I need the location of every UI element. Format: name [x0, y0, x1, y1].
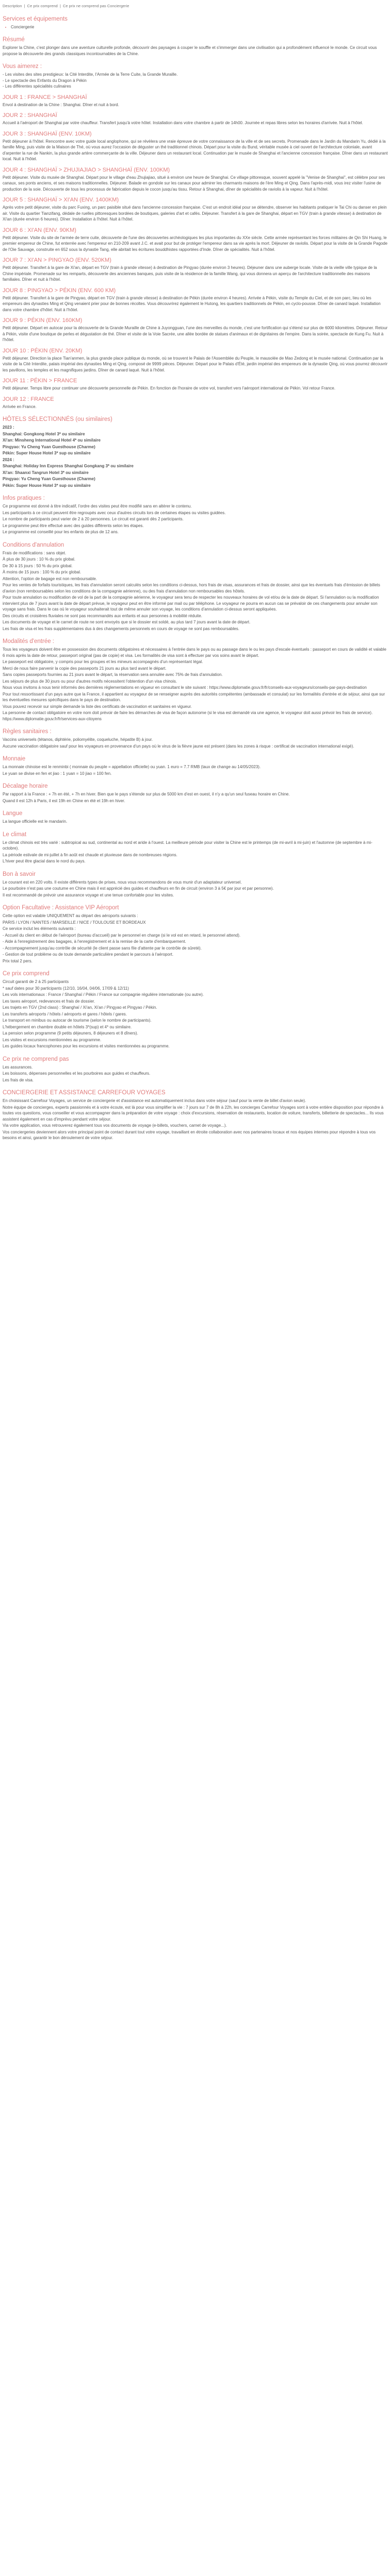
hotel-line [3, 444, 388, 450]
paragraph: À plus de 30 jours : 10 % du prix global. [3, 557, 75, 562]
paragraph: Le passeport est obligatoire, y compris pour les groupes et les mineurs accompagnés d'un représentant légal. [3, 659, 203, 664]
hotel-city: Pékin: [3, 451, 17, 455]
paragraph: Les guides locaux francophones pour les excursions et visites mentionnées au programme. [3, 1044, 170, 1048]
section-heading: Ce prix comprend [3, 971, 50, 977]
crumb-sep: | [24, 4, 25, 8]
itinerary-day [3, 94, 388, 108]
paragraph: L'hébergement en chambre double en hôtels 3*(sup) et 4* ou similaire. [3, 1024, 132, 1029]
paragraph: - Accompagnement jusqu'au contrôle de sécurité (le client passe sans file d'attente par le contrôle de sûreté). [3, 945, 202, 951]
hotel-line: Shanghai: Holiday Inn Express Shanghai Gongkang 3* ou similaire [3, 464, 134, 468]
day-title: JOUR 7 : XI'AN > PINGYAO (ENV. 520KM) [3, 257, 111, 263]
list-item-text: Conciergerie [11, 24, 35, 29]
day-title: JOUR 12 : FRANCE [3, 396, 54, 402]
hotel-city: Pingyao: [3, 444, 21, 449]
paragraph: PARIS / LYON / NANTES / MARSEILLE / NICE / TOULOUSE ET BORDEAUX [3, 920, 146, 925]
day-description: Petit déjeuner. Visite du musée de Shanghai. Départ pour le village d'eau Zhujiajiao, situé à environ une heure de Shanghai. Ce village pittoresque, souvent appelé la "Venise de Shanghai", est célèbre pour ses canaux, ses ponts anciens, et ses maisons traditionnelles. Déjeuner. Balade en gondole sur les canaux pour admirer les charmants maisons de l'ère Ming et Qing. Dans l'après-midi, vous irez visiter l'usine de production de la soie. Découverte de tous les processus de fabrication depuis le cocon jusqu'au tissu. Retour à Shanghai, dîner de spécialités de raviolis à la vapeur. Nuit à l'hôtel. [3, 175, 385, 192]
section-heading: Conditions d'annulation [3, 541, 64, 548]
hotel-name: Super House Hotel 3* sup ou similaire [16, 483, 91, 488]
itinerary-day [3, 197, 388, 223]
paragraph: Sans copies passeports fournies au 21 jours avant le départ, la réservation sera annulée avec 75% de frais d'annulation. [3, 672, 223, 677]
list-item: - Les différentes spécialités culinaires [3, 84, 71, 89]
paragraph: - Aide à l'enregistrement des bagages, à l'enregistrement et à la remise de la carte d'embarquement. [3, 939, 186, 944]
paragraph: La monnaie chinoise est le renminbi ( monnaie du peuple = appellation officielle) ou yuan. 1 euro = 7.7 RMB (taux de change au 14/05/2023). [3, 765, 261, 769]
hotel-name: Yu Cheng Yuan Guesthouse (Charme) [21, 444, 95, 449]
hotel-line [3, 476, 388, 482]
paragraph: Vos conciergeries deviennent alors votre principal point de contact durant tout votre voyage, travaillant en étroite collaboration avec nos partenaires locaux et nos équipes internes pour répondre à tous vos besoins et ainsi, garantir le bon déroulement de votre séjour. [3, 1129, 376, 1140]
hotel-city: Xi'an: [3, 438, 15, 443]
crumb-conciergerie[interactable]: Ce prix ne comprend pas Conciergerie [63, 4, 129, 8]
paragraph: Merci de nous faire parvenir la copie des passeports 21 jours au plus tard avant le départ. [3, 666, 167, 671]
paragraph: La personne de contact obligatoire en votre nom doit prévoir de faire les démarches de visa de façon autonome (si le visa est demandé via une agence, le voyageur doit aussi prévoir les frais de service). https://www.diplomatie.gouv.fr/fr/services-aux-citoyens [3, 710, 373, 721]
paragraph: Les participants à ce circuit peuvent être regroupés avec ceux d'autres circuits lors de certaines étapes ou visites guidées. [3, 510, 226, 515]
hotel-year: 2023 : [3, 425, 14, 430]
day-description: Après votre petit déjeuner, visite du parc Fuxing, un parc paisible situé dans l'ancienne concession française. C'est un endroit idéal pour se détendre, observer les habitants pratiquer le Tai Chi ou danser en plein air. Visite du quartier Tianzifang, dédale de ruelles pittoresques bordées de boutiques, galeries d'art et cafés. Déjeuner. Transfert à la gare de Shanghai, départ en TGV (train à grande vitesse) à destination de Xi'an (durée environ 6 heures). Dîner. Installation à l'hôtel. Nuit à l'hôtel. [3, 205, 387, 222]
section-heading: HÔTELS SÉLECTIONNÉS (ou similaires) [3, 416, 112, 422]
section-heading: Bon à savoir [3, 871, 36, 877]
paragraph: Par rapport à la France : + 7h en été, + 7h en hiver. Bien que le pays s'étende sur plus de 5000 km d'est en ouest, il n'y a qu'un seul fuseau horaire en Chine. [3, 792, 290, 796]
paragraph: Les assurances. [3, 1064, 33, 1070]
itinerary-day [3, 227, 388, 253]
itinerary-day [3, 167, 388, 193]
day-description: Envol à destination de la Chine : Shanghai. Dîner et nuit à bord. [3, 102, 119, 107]
section-heading: Langue [3, 810, 23, 817]
highlights-list [3, 72, 388, 90]
paragraph: Le nombre de participants peut varier de 2 à 20 personnes. Le circuit est garanti dès 2 participants. [3, 517, 184, 521]
paragraph: - Gestion de tout problème ou de toute demande particulière pendant le parcours à l'aéroport. [3, 952, 174, 957]
paragraph: Le transport en minibus ou autocar de tourisme (selon le nombre de participants). [3, 1018, 152, 1023]
paragraph: La langue officielle est le mandarin. [3, 819, 68, 824]
section-heading: CONCIERGERIE ET ASSISTANCE CARREFOUR VOYAGES [3, 1090, 166, 1096]
paragraph: Les vols internationaux : France / Shanghaï / Pékin / France sur compagnie régulière internationale (ou autre). [3, 992, 204, 997]
day-title: JOUR 4 : SHANGHAÏ > ZHUJIAJIAO > SHANGHAÏ (ENV. 100KM) [3, 166, 170, 173]
section-heading: Ce prix ne comprend pas [3, 1056, 69, 1062]
paragraph: En choisissant Carrefour Voyages, un service de conciergerie et d'assistance est automatiquement inclus dans votre séjour (sauf pour la vente de billet d'avion seule). [3, 1098, 306, 1103]
paragraph: Les trajets en TGV (2nd class) : Shanghaï / Xi'an, Xi'an / Pingyao et Pingyao / Pékin. [3, 1005, 157, 1010]
paragraph: La pension selon programme (9 petits déjeuners, 8 déjeuners et 8 dîners). [3, 1031, 138, 1036]
itinerary-day [3, 396, 388, 410]
itinerary-day [3, 131, 388, 162]
crumb-sep: | [59, 4, 61, 8]
paragraph: La période estivale de mi-juillet à fin août est chaude et pluvieuse dans de nombreuses régions. [3, 852, 177, 857]
hotel-line: 2024 : [3, 457, 14, 462]
paragraph: Nous vous invitons à nous tenir informés des dernières réglementations en vigueur en consultant le site suivant : https://www.diplomatie.gouv.fr/fr/conseils-aux-voyageurs/conseils-par-pays-destination [3, 685, 367, 690]
hotel-name: Super House Hotel 3* sup ou similaire [16, 451, 91, 455]
day-title: JOUR 2 : SHANGHAÏ [3, 112, 57, 118]
paragraph: - Accueil du client en début de l'aéroport (bureau d'accueil) par le personnel en charge (si le vol est en retard, le personnel attend). [3, 933, 241, 938]
day-description: Petit déjeuner. Transfert à la gare de Xi'an, départ en TGV (train à grande vitesse) à destination de Pingyao (durée environ 3 heures). Déjeuner dans une auberge locale. Visite de la vieille ville typique de la Chine impériale. Promenade sur les remparts, découverte des anciennes banques, puis visite de la résidence de la famille Wang, qui vous donnera un aperçu de l'architecture traditionnelle des maisons familiales. Dîner et nuit à l'hôtel. [3, 265, 377, 282]
paragraph: Ce service inclut les éléments suivants : [3, 926, 76, 931]
paragraph: À moins de 15 jours : 100 % du prix global. [3, 570, 82, 574]
paragraph: Les boissons, dépenses personnelles et les pourboires aux guides et chauffeurs. [3, 1071, 151, 1076]
bullet-list [3, 24, 388, 30]
section-heading: Monnaie [3, 756, 26, 762]
hotel-line [3, 437, 388, 444]
breadcrumb [3, 3, 388, 9]
paragraph: Les frais de visa et les frais supplémentaires dus à des changements personnels en cours de voyage ne sont pas remboursables. [3, 626, 239, 631]
tour-description-content [3, 15, 388, 1141]
day-title: JOUR 10 : PÉKIN (ENV. 20KM) [3, 347, 83, 354]
paragraph: Le pourboire n'est pas une coutume en Chine mais il est apprécié des guides et chauffeurs en fin de circuit (environ 3 à 5€ par jour et par personne). [3, 886, 274, 891]
paragraph: Le programme est conseillé pour les enfants de plus de 12 ans. [3, 530, 119, 534]
hotel-city: Pékin: [3, 483, 17, 488]
itinerary-day [3, 257, 388, 283]
paragraph: Vaccins universels (tétanos, diphtérie, poliomyélite, coqueluche, hépatite B) à jour. [3, 737, 153, 742]
paragraph: Attention, l'option de bagage est non remboursable. [3, 576, 97, 581]
hotel-line [3, 483, 388, 489]
paragraph: Pour tout ressortissant d'un pays autre que la France, il appartient au voyageur de se renseigner auprès des autorités compétentes (ambassade et consulat) sur les formalités d'entrée et de séjour, ainsi que sur les éventuelles mesures spécifiques dans le pays de destination. [3, 691, 385, 702]
paragraph: Les documents de voyage et le carnet de route ne sont envoyés que si le dossier est soldé, au plus tard 7 jours avant la date de départ. [3, 620, 251, 624]
paragraph: Les transferts aéroports / hôtels / aéroports et gares / hôtels / gares. [3, 1011, 127, 1016]
paragraph: Aucune vaccination obligatoire sauf pour les voyageurs en provenance d'un pays où le virus de la fièvre jaune est présent (dans les zones à risque : certificat de vaccination international exigé). [3, 743, 354, 749]
section-heading: Règles sanitaires : [3, 728, 52, 735]
paragraph: Cette option est valable UNIQUEMENT au départ des aéroports suivants : [3, 913, 138, 918]
paragraph: Vous pouvez recevoir sur simple demande la liste des certificats de vaccination et sanitaires en vigueur. [3, 704, 192, 709]
day-title: JOUR 3 : SHANGHAÏ (ENV. 10KM) [3, 130, 92, 137]
paragraph: Les taxes aéroport, redevances et frais de dossier. [3, 998, 95, 1004]
day-description: Petit déjeuner. Départ en autocar pour la découverte de la Grande Muraille de Chine à Juyongguan, l'une des merveilles du monde, c'est une fortification qui s'étend sur plus de 6000 kilomètres. Déjeuner. Retour à Pékin, visite d'une boutique de perles et dégustation de thé. Dîner et visite de la Voie Sacrée, une allée bordée de statues d'animaux et de dignitaires de l'empire. Dans la soirée, spectacle de Kung Fu. Nuit à l'hôtel. [3, 326, 388, 342]
paragraph: Frais de modifications : sans objet. [3, 550, 67, 555]
day-title: JOUR 11 : PÉKIN > FRANCE [3, 378, 77, 384]
itinerary-day [3, 112, 388, 126]
day-description: Petit déjeuner. Visite du site de l'armée de terre cuite, découverte de l'une des découvertes archéologiques les plus importantes du XXe siècle. Cette armée représentant les forces militaires de Qin Shi Huang, le premier empereur de Chine, fut enterrée avec l'empereur en 210-209 avant J.C. et avait pour but de protéger l'empereur dans sa vie après la mort. Déjeuner de raviolis. Départ pour la visite de la Grande Pagode de l'Oie Sauvage, construite en 652 sous la dynastie Tang, elle abritait les écritures bouddhistes rapportées d'Inde. Dîner de spécialités. Nuit à l'hôtel. [3, 235, 388, 252]
day-title: JOUR 5 : SHANGHAÏ > XI'AN (ENV. 1400KM) [3, 197, 119, 203]
day-description: Petit déjeuner. Temps libre pour continuer une découverte personnelle de Pékin. En fonction de l'horaire de votre vol, transfert vers l'aéroport international de Pékin. Vol retour France. [3, 386, 336, 391]
hotels-list [3, 425, 388, 488]
paragraph: Tous les voyageurs doivent être en possession des documents obligatoires et nécessaires à l'entrée dans le pays ou au passage dans le ou les pays d'escale éventuels : passeport en cours de validité et valable 6 mois après la date de retour, passeport original (pas de copie) et visa. Les formalités de visa sont à effectuer par vos soins avant le départ. [3, 647, 386, 658]
paragraph: Les frais de visa. [3, 1077, 34, 1082]
paragraph: Ce programme est donné à titre indicatif, l'ordre des visites peut être modifié sans en altérer le contenu. [3, 504, 192, 509]
section-heading: Résumé [3, 37, 25, 43]
itinerary-day [3, 378, 388, 392]
paragraph: * sauf dates pour 30 participants (12/10, 16/04, 04/06, 17/09 & 12/11) [3, 986, 129, 991]
section-heading: Décalage horaire [3, 783, 48, 789]
hotel-name: Shaanxi Tangrun Hotel 3* ou similaire [14, 470, 89, 475]
section-heading: Option Facultative : Assistance VIP Aéroport [3, 905, 119, 911]
crumb-ce-prix[interactable]: Ce prix comprend [27, 4, 58, 8]
paragraph: Des circuits et croisières fluviales ne sont pas recommandés aux enfants et aux personnes à mobilité réduite. [3, 613, 202, 618]
section-heading: Vous aimerez : [3, 63, 42, 70]
paragraph: Quand il est 12h à Paris, il est 19h en Chine en été et 19h en hiver. [3, 798, 125, 803]
paragraph: Le climat chinois est très varié : subtropical au sud, continental au nord et aride à l'ouest. La meilleure période pour visiter la Chine est le printemps (de mi-avril à mi-juin) et l'automne (de septembre à mi-octobre). [3, 840, 372, 851]
paragraph: Pour les ventes de forfaits touristiques, les frais d'annulation seront calculés selon les conditions ci-dessus, hors frais de visas, assurances et frais de dossier, ainsi que les éventuels frais d'émission de billets d'avion (non remboursables selon les conditions de la compagnie aérienne), ou des frais d'annulation non remboursables des hôtels. [3, 583, 380, 594]
section-heading: Le climat [3, 831, 27, 838]
hotel-line [3, 470, 388, 476]
paragraph: Prix total 2 pers. [3, 958, 32, 963]
paragraph: Notre équipe de concierges, experts passionnés et à votre écoute, est là pour vous simplifier la vie : 7 jours sur 7 de 8h à 22h, les concierges Carrefour Voyages sont à votre entière disposition pour répondre à toutes vos questions, vous conseiller et vous accompagner dans la préparation de votre voyage : choix d'excursions, réservation de restaurants, location de voiture, transferts, billetterie de spectacles... Ils vous assistent également en cas d'imprévu pendant votre séjour. [3, 1105, 384, 1122]
paragraph: Pour toute annulation ou modification de vol de la part de la compagnie aérienne, le voyageur sera tenu de respecter les nouveaux horaires de vol et/ou de la date de départ. Si l'annulation ou la modification intervient plus de 7 jours avant la date de départ prévue, le voyageur peut en être informé par mail ou par téléphone. Le voyageur ne pourra en aucun cas se prévaloir de ces changements pour annuler son voyage sans frais. Dans le cas où le voyageur souhaiterait tout de même annuler son voyage, les conditions d'annulation ci-dessus seront appliquées. [3, 595, 379, 612]
day-title: JOUR 9 : PÉKIN (ENV. 160KM) [3, 317, 83, 324]
day-description: Arrivée en France. [3, 404, 37, 409]
paragraph: Le programme peut être effectué avec des guides différents selon les étapes. [3, 523, 144, 528]
list-item [11, 24, 388, 30]
day-title: JOUR 6 : XI'AN (ENV. 90KM) [3, 227, 76, 233]
section-heading: Services et équipements [3, 15, 68, 22]
day-description: Petit déjeuner à l'hôtel. Rencontre avec votre guide local anglophone, qui se révèlera une vraie épreuve de votre connaissance de la ville et de ses secrets. Promenade dans le Jardin du Mandarin Yu, dédié à la famille Ming, puis visite de la Maison de Thé, où vous aurez l'occasion de déguster un thé traditionnel chinois. Départ pour la visite du Bund, véritable musée à ciel ouvert de l'architecture coloniale, avant d'arpenter la rue de Nankin, la plus grande artère commerçante de la ville. Déjeuner dans un restaurant local. Continuation par le musée de Shanghai et l'ancienne concession française. Dîner dans un restaurant local. Nuit à l'hôtel. [3, 139, 388, 161]
hotel-city: Pingyao: [3, 477, 21, 481]
crumb-description[interactable]: Description [3, 4, 22, 8]
section-heading: Modalités d'entrée : [3, 638, 55, 645]
day-description: Petit déjeuner. Transfert à la gare de Pingyao, départ en TGV (train à grande vitesse) à destination de Pékin (durée environ 4 heures). Arrivée à Pékin, visite du Temple du Ciel, et de son parc, lieu où les empereurs des dynasties Ming et Qing venaient prier pour de bonnes récoltes. Vous découvrirez également le Hutong, les quartiers traditionnels de Pékin, en cyclo-pousse. Dîner de canard laqué. Installation dans votre chambre d'hôtel. Nuit à l'hôtel. [3, 295, 381, 312]
section-heading: Infos pratiques : [3, 495, 45, 501]
day-title: JOUR 1 : FRANCE > SHANGHAÏ [3, 94, 87, 100]
paragraph: Le yuan se divise en fen et jiao : 1 yuan = 10 jiao = 100 fen. [3, 771, 112, 776]
itinerary-day [3, 348, 388, 374]
paragraph: Circuit garanti de 2 à 25 participants [3, 979, 69, 984]
paragraph: Le courant est en 220 volts. Il existe différents types de prises, nous vous recommandons de vous munir d'un adaptateur universel. [3, 879, 242, 885]
list-item: - Les visites des sites prestigieux: la Cité Interdite, l'Armée de la Terre Cuite, la Grande Muraille. [3, 72, 178, 77]
itinerary-day [3, 287, 388, 313]
paragraph: De 30 à 15 jours : 50 % du prix global. [3, 563, 73, 568]
day-description: Accueil à l'aéroport de Shanghai par votre chauffeur. Transfert jusqu'à votre hôtel. Installation dans votre chambre à partir de 14h00. Journée et repas libres selon les horaires d'arrivée. Nuit à l'hôtel. [3, 121, 363, 125]
paragraph: Via votre application, vous retrouverez également tous vos documents de voyage (e-billets, vouchers, carnet de voyage...). [3, 1123, 227, 1128]
paragraph: Les visites et excursions mentionnées au programme. [3, 1037, 102, 1042]
paragraph: Les séjours de plus de 30 jours ou pour d'autres motifs nécessitent l'obtention d'un visa chinois. [3, 679, 177, 684]
hotel-name: Yu Cheng Yuan Guesthouse (Charme) [21, 477, 95, 481]
hotel-line: Shanghai: Gongkong Hotel 3* ou similaire [3, 431, 85, 436]
hotel-city: Xi'an: [3, 470, 15, 475]
paragraph: Il est recommandé de prévoir une assurance voyage et une tenue confortable pour les visites. [3, 892, 174, 897]
itinerary-day [3, 317, 388, 343]
list-item: - Le spectacle des Enfants du Dragon à Pékin [3, 78, 87, 83]
day-description: Petit déjeuner. Direction la place Tian'anmen, la plus grande place publique du monde, où se trouvent le Palais de l'Assemblée du Peuple, le mausolée de Mao Zedong et le musée national. Continuation par la visite de la Cité Interdite, palais impérial des dynasties Ming et Qing, composé de 9999 pièces. Déjeuner. Départ pour le Palais d'Été, jardin impérial des empereurs de la dynastie Qing, où vous pourrez découvrir les pavillons, les temples et les magnifiques jardins. Dîner de canard laqué. Nuit à l'hôtel. [3, 355, 388, 372]
paragraph: L'hiver peut être glacial dans le nord du pays. [3, 859, 86, 863]
hotel-name: Minsheng International Hotel 4* ou similaire [14, 438, 101, 443]
day-title: JOUR 8 : PINGYAO > PÉKIN (ENV. 600 KM) [3, 287, 116, 294]
hotel-line [3, 450, 388, 456]
paragraph: Explorer la Chine, c'est plonger dans une aventure culturelle profonde, découvrir des paysages à couper le souffle et s'immerger dans une civilisation qui a profondément influencé le monde. Ce circuit vous propose la découverte des grands classiques incontournables de la Chine. [3, 45, 377, 56]
